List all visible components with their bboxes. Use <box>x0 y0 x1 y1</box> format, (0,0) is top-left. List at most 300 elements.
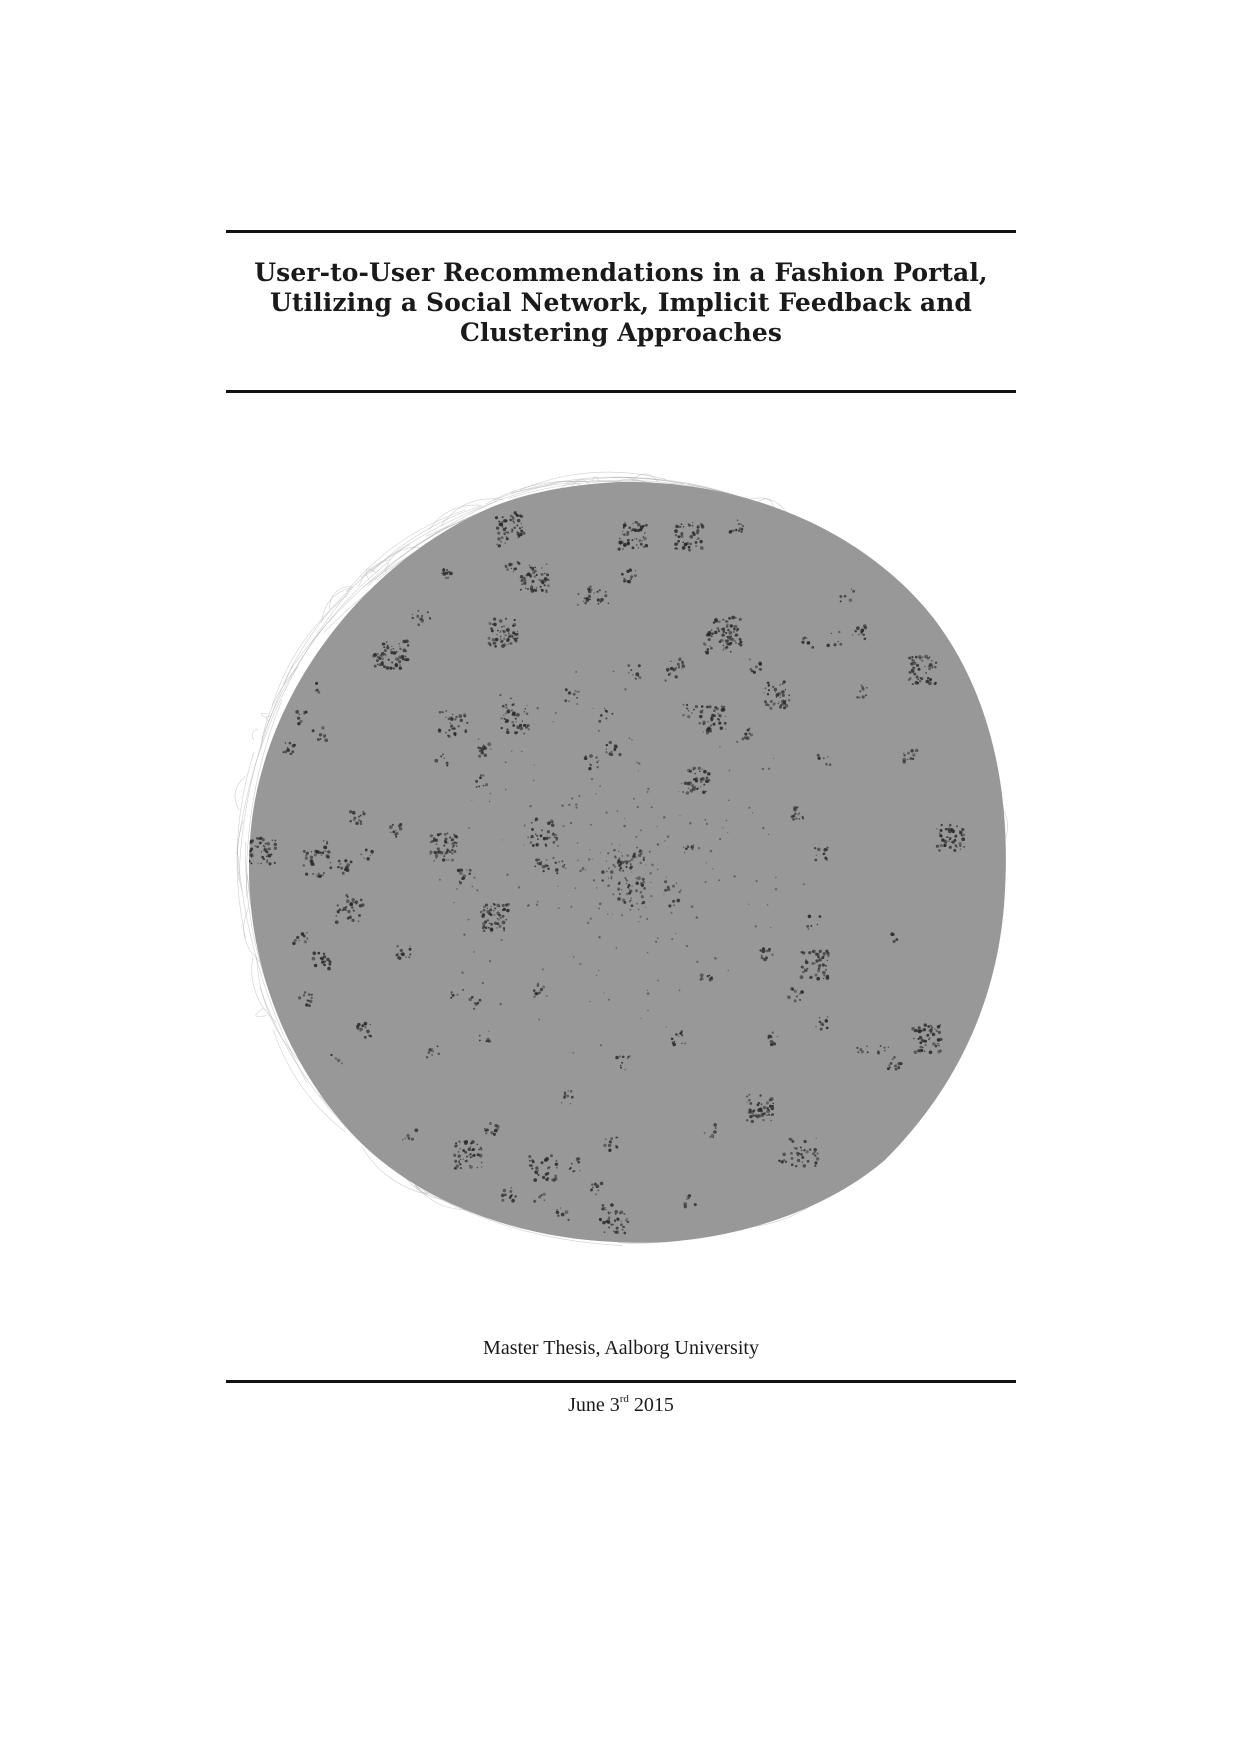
node-dot <box>720 727 723 730</box>
document-title <box>226 258 1016 348</box>
node-dot <box>536 587 538 589</box>
node-dot <box>629 901 631 903</box>
node-dot <box>364 858 365 859</box>
node-dot <box>709 975 711 977</box>
node-dot <box>510 698 512 700</box>
node-dot <box>672 1043 676 1047</box>
node-dot <box>735 634 738 637</box>
node-dot <box>599 903 602 906</box>
node-dot <box>497 537 500 540</box>
node-dot <box>346 863 350 867</box>
node-dot <box>265 843 267 845</box>
node-dot <box>640 882 644 886</box>
node-dot <box>917 679 919 681</box>
node-dot <box>479 999 482 1002</box>
node-dot <box>634 529 638 533</box>
node-dot <box>266 860 268 862</box>
node-dot <box>518 886 520 888</box>
node-dot <box>607 884 610 887</box>
node-dot <box>347 917 350 920</box>
node-dot <box>927 1025 930 1028</box>
node-dot <box>538 579 540 581</box>
node-dot <box>718 879 720 881</box>
node-dot <box>826 846 828 848</box>
node-dot <box>815 1026 816 1027</box>
node-dot <box>703 731 704 732</box>
node-dot <box>913 1038 915 1040</box>
node-dot <box>490 923 493 926</box>
node-dot <box>505 721 507 723</box>
node-dot <box>816 1138 817 1139</box>
node-dot <box>861 628 865 632</box>
node-dot <box>666 671 667 672</box>
node-dot <box>645 544 648 547</box>
node-dot <box>293 744 296 747</box>
node-dot <box>626 883 628 885</box>
node-dot <box>769 707 772 710</box>
node-dot <box>524 825 526 827</box>
node-dot <box>937 1025 941 1029</box>
node-dot <box>536 835 538 837</box>
node-dot <box>638 547 639 548</box>
node-dot <box>723 827 724 828</box>
node-dot <box>322 852 325 855</box>
node-dot <box>407 644 410 647</box>
node-dot <box>710 724 712 726</box>
node-dot <box>929 1050 933 1054</box>
node-dot <box>489 801 490 802</box>
node-dot <box>605 751 607 753</box>
node-dot <box>463 713 466 716</box>
node-dot <box>924 1029 926 1031</box>
node-dot <box>705 651 709 655</box>
node-dot <box>837 641 839 643</box>
node-dot <box>440 851 444 855</box>
node-dot <box>749 668 752 671</box>
node-dot <box>447 833 449 835</box>
node-dot <box>327 967 331 971</box>
node-dot <box>764 700 767 703</box>
node-dot <box>748 1099 751 1102</box>
node-dot <box>604 1207 606 1209</box>
node-dot <box>919 657 921 659</box>
node-dot <box>514 715 516 717</box>
node-dot <box>625 1219 627 1221</box>
node-dot <box>823 757 825 759</box>
node-dot <box>464 730 467 733</box>
node-dot <box>421 617 423 619</box>
node-dot <box>573 693 576 696</box>
node-dot <box>492 638 495 641</box>
node-dot <box>431 1054 432 1055</box>
node-dot <box>800 990 804 994</box>
node-dot <box>626 542 630 546</box>
node-dot <box>799 818 800 819</box>
node-dot <box>476 786 478 788</box>
node-dot <box>746 736 750 740</box>
node-dot <box>556 838 559 841</box>
node-dot <box>608 1144 611 1147</box>
node-dot <box>596 591 598 593</box>
node-dot <box>575 887 577 889</box>
node-dot <box>410 946 411 947</box>
node-dot <box>925 1044 927 1046</box>
node-dot <box>542 968 544 970</box>
node-dot <box>775 877 777 879</box>
node-dot <box>610 751 612 753</box>
node-dot <box>501 839 502 840</box>
node-dot <box>325 850 327 852</box>
node-dot <box>914 1050 918 1054</box>
node-dot <box>730 635 732 637</box>
node-dot <box>374 665 377 668</box>
node-dot <box>785 1161 788 1164</box>
node-dot <box>777 1036 778 1037</box>
node-dot <box>920 1030 922 1032</box>
node-dot <box>486 1128 489 1131</box>
node-dot <box>312 951 316 955</box>
node-dot <box>721 708 725 712</box>
node-dot <box>454 841 456 843</box>
node-dot <box>919 680 921 682</box>
node-dot <box>622 1056 625 1059</box>
node-dot <box>714 631 718 635</box>
node-dot <box>794 1147 796 1149</box>
node-dot <box>401 952 405 956</box>
node-dot <box>780 697 781 698</box>
node-dot <box>644 532 646 534</box>
node-dot <box>682 714 684 716</box>
node-dot <box>636 538 637 539</box>
node-dot <box>553 833 554 834</box>
node-dot <box>762 950 766 954</box>
node-dot <box>916 664 919 667</box>
node-dot <box>713 709 716 712</box>
node-dot <box>537 838 539 840</box>
node-dot <box>493 910 494 911</box>
node-dot <box>529 1160 530 1161</box>
node-dot <box>427 611 429 613</box>
node-dot <box>268 847 271 850</box>
node-dot <box>458 1161 460 1163</box>
node-dot <box>272 840 273 841</box>
node-dot <box>473 877 475 879</box>
node-dot <box>370 855 371 856</box>
node-dot <box>681 523 683 525</box>
node-dot <box>342 872 345 875</box>
node-dot <box>296 936 299 939</box>
node-dot <box>364 1036 367 1039</box>
node-dot <box>635 836 637 838</box>
node-dot <box>535 858 538 861</box>
node-dot <box>306 932 308 934</box>
node-dot <box>597 598 600 601</box>
node-dot <box>782 694 785 697</box>
node-dot <box>401 655 404 658</box>
node-dot <box>583 601 584 602</box>
node-dot <box>489 908 492 911</box>
node-dot <box>260 837 263 840</box>
node-dot <box>861 632 863 634</box>
node-dot <box>303 864 305 866</box>
node-dot <box>740 531 742 533</box>
node-dot <box>826 1027 829 1030</box>
node-dot <box>359 1031 360 1032</box>
node-dot <box>761 955 763 957</box>
node-dot <box>361 903 364 906</box>
node-dot <box>823 848 827 852</box>
node-dot <box>638 664 641 667</box>
node-dot <box>337 866 339 868</box>
node-dot <box>450 718 453 721</box>
node-dot <box>676 548 678 550</box>
node-dot <box>893 1056 895 1058</box>
node-dot <box>445 710 446 711</box>
node-dot <box>897 1066 900 1069</box>
node-dot <box>655 941 657 943</box>
node-dot <box>623 825 626 828</box>
node-dot <box>508 639 510 641</box>
node-dot <box>952 841 955 844</box>
node-dot <box>327 850 330 853</box>
node-dot <box>759 1107 762 1110</box>
node-dot <box>383 665 386 668</box>
node-dot <box>512 633 514 635</box>
node-dot <box>484 1128 485 1129</box>
node-dot <box>619 870 621 872</box>
node-dot <box>573 956 575 958</box>
node-dot <box>806 638 807 639</box>
node-dot <box>630 898 632 900</box>
node-dot <box>250 862 252 864</box>
node-dot <box>377 653 379 655</box>
node-dot <box>533 1200 536 1203</box>
node-dot <box>804 969 807 972</box>
node-dot <box>439 879 441 881</box>
node-dot <box>541 567 542 568</box>
node-dot <box>376 659 379 662</box>
node-dot <box>517 631 518 632</box>
node-dot <box>485 926 488 929</box>
node-dot <box>541 1161 544 1164</box>
node-dot <box>647 990 648 991</box>
node-dot <box>617 861 619 863</box>
node-dot <box>663 894 664 895</box>
node-dot <box>729 770 731 772</box>
node-dot <box>657 937 659 939</box>
node-dot <box>274 862 276 864</box>
node-dot <box>636 903 638 905</box>
node-dot <box>605 1138 607 1140</box>
node-dot <box>671 938 673 940</box>
node-dot <box>627 1218 629 1220</box>
node-dot <box>611 844 612 845</box>
node-dot <box>402 1139 403 1140</box>
social-network-figure <box>225 470 1015 1250</box>
node-dot <box>456 1164 459 1167</box>
node-dot <box>436 843 438 845</box>
node-dot <box>553 841 556 844</box>
node-dot <box>565 688 568 691</box>
node-dot <box>589 849 590 850</box>
node-dot <box>670 661 671 662</box>
node-dot <box>815 959 818 962</box>
node-dot <box>466 1160 469 1163</box>
node-dot <box>895 1068 898 1071</box>
node-dot <box>714 957 717 960</box>
node-dot <box>949 838 951 840</box>
node-dot <box>928 665 929 666</box>
node-dot <box>497 918 499 920</box>
node-dot <box>814 1151 816 1153</box>
node-dot <box>698 722 700 724</box>
node-dot <box>712 868 713 869</box>
node-dot <box>494 645 497 648</box>
node-dot <box>323 872 325 874</box>
node-dot <box>323 840 325 842</box>
node-dot <box>680 889 682 891</box>
node-dot <box>702 791 706 795</box>
node-dot <box>726 820 728 822</box>
node-dot <box>386 666 390 670</box>
node-dot <box>675 1033 677 1035</box>
node-dot <box>781 699 785 703</box>
node-dot <box>638 921 639 922</box>
node-dot <box>611 876 613 878</box>
node-dot <box>630 866 633 869</box>
node-dot <box>480 911 483 914</box>
node-dot <box>766 1101 769 1104</box>
node-dot <box>825 969 826 970</box>
node-dot <box>635 889 638 892</box>
node-dot <box>668 904 671 907</box>
node-dot <box>935 1045 938 1048</box>
node-dot <box>781 703 784 706</box>
top-rule <box>226 230 1016 233</box>
node-dot <box>582 869 584 871</box>
node-dot <box>767 904 769 906</box>
node-dot <box>605 591 607 593</box>
node-dot <box>514 512 517 515</box>
node-dot <box>489 960 491 962</box>
node-dot <box>550 819 554 823</box>
node-dot <box>466 722 468 724</box>
node-dot <box>593 879 595 881</box>
node-dot <box>384 653 386 655</box>
node-dot <box>795 817 798 820</box>
node-dot <box>706 732 709 735</box>
node-dot <box>249 843 250 844</box>
node-dot <box>510 642 513 645</box>
node-dot <box>496 1127 498 1129</box>
node-dot <box>716 627 719 630</box>
title-line-3: Clustering Approaches <box>459 318 782 347</box>
node-dot <box>632 674 633 675</box>
node-dot <box>482 982 484 984</box>
node-dot <box>284 750 287 753</box>
node-dot <box>818 915 821 918</box>
node-dot <box>767 681 770 684</box>
node-dot <box>503 638 505 640</box>
node-dot <box>744 733 747 736</box>
node-dot <box>816 1157 820 1161</box>
node-dot <box>687 715 690 718</box>
edge-arc <box>235 776 246 811</box>
node-dot <box>811 962 814 965</box>
node-dot <box>759 949 761 951</box>
node-dot <box>306 938 308 940</box>
node-dot <box>518 562 521 565</box>
node-dot <box>626 893 629 896</box>
node-dot <box>618 753 621 756</box>
node-dot <box>446 569 448 571</box>
node-dot <box>612 864 614 866</box>
node-dot <box>505 706 507 708</box>
node-dot <box>801 1149 803 1151</box>
node-dot <box>516 725 520 729</box>
node-dot <box>564 1093 567 1096</box>
node-dot <box>615 1145 617 1147</box>
node-dot <box>940 829 943 832</box>
node-dot <box>495 516 498 519</box>
node-dot <box>709 646 710 647</box>
node-dot <box>563 825 565 827</box>
node-dot <box>501 536 504 539</box>
node-dot <box>721 628 723 630</box>
node-dot <box>310 856 313 859</box>
node-dot <box>571 1096 574 1099</box>
node-dot <box>678 667 680 669</box>
node-dot <box>543 1193 546 1196</box>
node-dot <box>813 1148 816 1151</box>
node-dot <box>449 723 450 724</box>
node-dot <box>433 851 436 854</box>
node-dot <box>530 1164 533 1167</box>
node-dot <box>505 713 506 714</box>
node-dot <box>617 547 620 550</box>
node-dot <box>740 523 742 525</box>
node-dot <box>865 694 867 696</box>
node-dot <box>399 664 401 666</box>
node-dot <box>483 785 485 787</box>
node-dot <box>433 837 435 839</box>
node-dot <box>451 839 453 841</box>
node-dot <box>577 842 578 843</box>
node-dot <box>455 835 456 836</box>
node-dot <box>557 1215 559 1217</box>
node-dot <box>395 830 396 831</box>
node-dot <box>730 625 732 627</box>
node-dot <box>779 705 782 708</box>
node-dot <box>392 824 394 826</box>
node-dot <box>450 997 452 999</box>
node-dot <box>929 678 932 681</box>
node-dot <box>862 695 865 698</box>
node-dot <box>468 1155 470 1157</box>
node-dot <box>768 1114 770 1116</box>
node-dot <box>772 686 774 688</box>
node-dot <box>620 543 622 545</box>
node-dot <box>542 986 545 989</box>
node-dot <box>383 646 385 648</box>
node-dot <box>530 576 532 578</box>
node-dot <box>547 1167 550 1170</box>
node-dot <box>500 541 502 543</box>
node-dot <box>820 1022 824 1026</box>
node-dot <box>908 656 911 659</box>
node-dot <box>921 1039 924 1042</box>
node-dot <box>479 1035 481 1037</box>
